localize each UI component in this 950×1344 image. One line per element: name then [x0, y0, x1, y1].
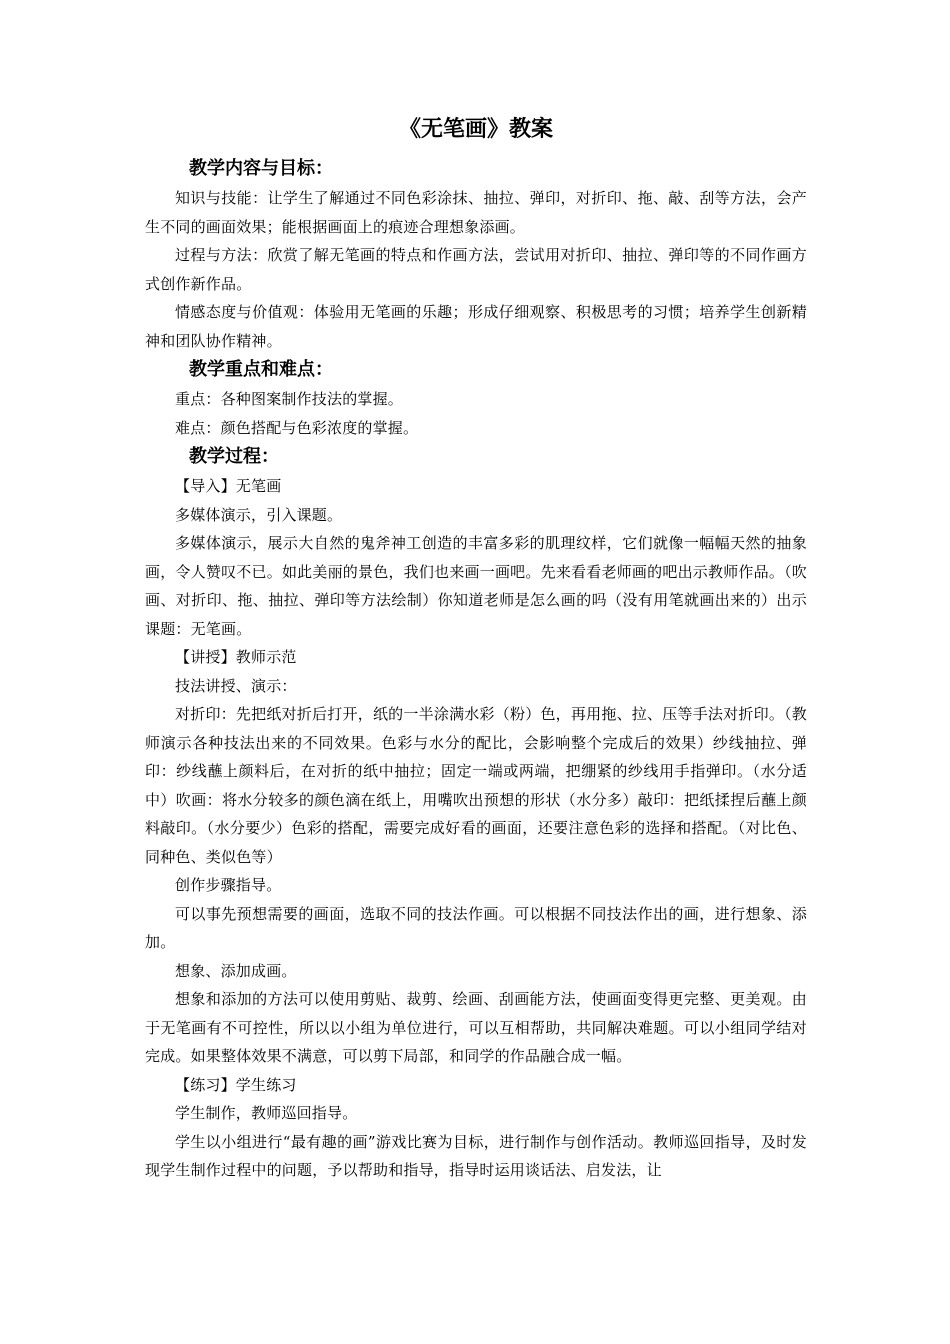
paragraph: 重点：各种图案制作技法的掌握。 — [175, 390, 404, 408]
paragraph: 知识与技能：让学生了解通过不同色彩涂抹、抽拉、弹印，对折印、拖、敲、刮等方法，会产生不同的画面效果；能根据画面上的痕迹合理想象添画。 — [145, 189, 807, 236]
paragraph: 创作步骤指导。 — [175, 876, 282, 894]
paragraph: 多媒体演示，引入课题。 — [175, 505, 343, 524]
section-heading-process: 教学过程： — [189, 446, 279, 467]
section-key-points — [145, 355, 807, 442]
paragraph: 学生以小组进行“最有趣的画”游戏比赛为目标，进行制作与创作活动。教师巡回指导，及时发现学生制作过程中的问题，予以帮助和指导，指导时运用谈话法、启发法，让 — [145, 1132, 807, 1179]
section-heading-goals: 教学内容与目标： — [189, 158, 333, 179]
paragraph: 想象、添加成画。 — [175, 961, 297, 980]
paragraph: 难点：颜色搭配与色彩浓度的掌握。 — [175, 418, 419, 437]
paragraph: 情感态度与价值观：体验用无笔画的乐趣；形成仔细观察、积极思考的习惯；培养学生创新精神和团队协作精神。 — [145, 303, 807, 350]
paragraph: 过程与方法：欣赏了解无笔画的特点和作画方法，尝试用对折印、抽拉、弹印等的不同作画方式创作新作品。 — [145, 246, 807, 293]
paragraph: 【导入】无笔画 — [175, 477, 282, 495]
paragraph: 想象和添加的方法可以使用剪贴、裁剪、绘画、刮画能方法，使画面变得更完整、更美观。由于无笔画有不可控性，所以以小组为单位进行，可以互相帮助，共同解决难题。可以小组同学结对完成。如果整体效果不满意，可以剪下局部，和同学的作品融合成一幅。 — [145, 990, 807, 1065]
section-heading-key-points: 教学重点和难点： — [189, 359, 333, 380]
document-title: 《无笔画》教案 — [398, 117, 553, 142]
section-process — [145, 442, 807, 1185]
paragraph: 对折印：先把纸对折后打开，纸的一半涂满水彩（粉）色，再用拖、拉、压等手法对折印。（教师演示各种技法出来的不同效果。色彩与水分的配比，会影响整个完成后的效果）纱线抽拉、弹印：纱线蘸上颜料后，在对折的纸中抽拉；固定一端或两端，把绷紧的纱线用手指弹印。（水分适中）吹画：将水分较多的颜色滴在纸上，用嘴吹出预想的形状（水分多）敲印：把纸揉捏后蘸上颜料敲印。（水分要少）色彩的搭配，需要完成好看的画面，还要注意色彩的选择和搭配。（对比色、同种色、类似色等） — [145, 705, 807, 866]
section-goals — [145, 154, 807, 355]
paragraph: 技法讲授、演示： — [175, 676, 297, 695]
paragraph: 【练习】学生练习 — [175, 1075, 297, 1094]
document-page — [145, 112, 807, 1185]
paragraph: 多媒体演示，展示大自然的鬼斧神工创造的丰富多彩的肌理纹样，它们就像一幅幅天然的抽象画，令人赞叹不已。如此美丽的景色，我们也来画一画吧。先来看看老师画的吧出示教师作品。（吹画、对折印、拖、抽拉、弹印等方法绘制）你知道老师是怎么画的吗（没有用笔就画出来的）出示课题：无笔画。 — [145, 534, 807, 638]
paragraph: 学生制作，教师巡回指导。 — [175, 1104, 358, 1122]
paragraph: 【讲授】教师示范 — [175, 648, 297, 666]
paragraph: 可以事先预想需要的画面，选取不同的技法作画。可以根据不同技法作出的画，进行想象、添加。 — [145, 904, 807, 951]
